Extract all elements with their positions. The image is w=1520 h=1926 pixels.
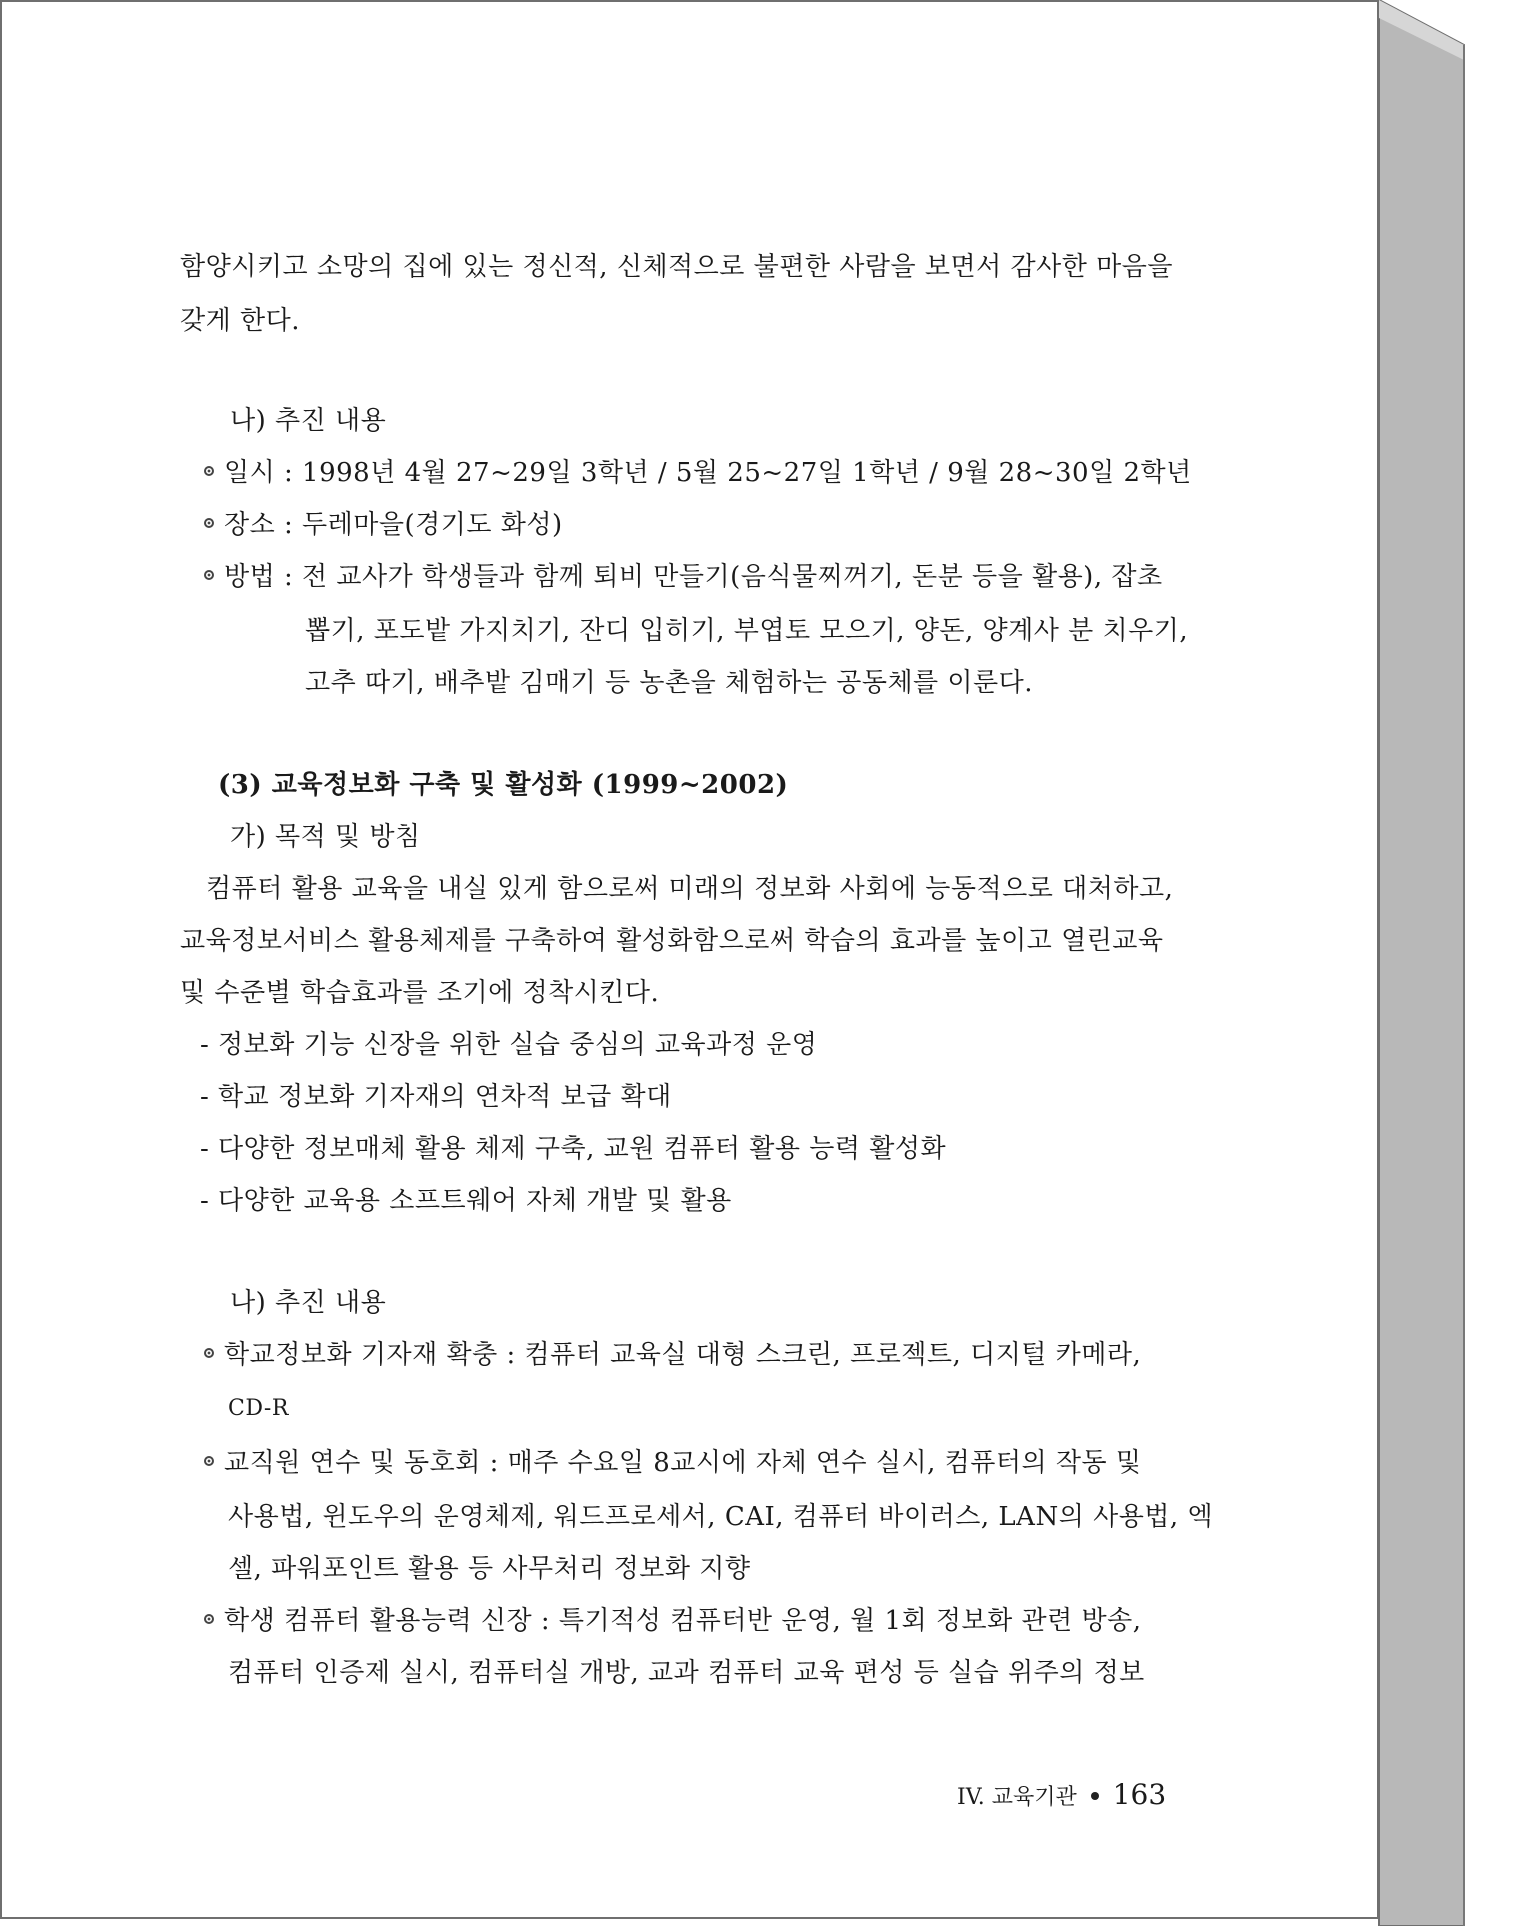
- dash-item: - 다양한 교육용 소프트웨어 자체 개발 및 활용: [200, 1186, 732, 1216]
- circle-bullet-icon: [204, 1348, 214, 1358]
- paragraph-line: 및 수준별 학습효과를 조기에 정착시킨다.: [180, 978, 660, 1008]
- circle-bullet-icon: [204, 570, 214, 580]
- paragraph-line: 교육정보서비스 활용체제를 구축하여 활성화함으로써 학습의 효과를 높이고 열린교육: [180, 926, 1164, 956]
- paragraph-line: 갖게 한다.: [180, 306, 300, 336]
- subheading-na: 나) 추진 내용: [230, 406, 387, 436]
- paragraph-line: 컴퓨터 활용 교육을 내실 있게 함으로써 미래의 정보화 사회에 능동적으로 대처하고,: [206, 874, 1174, 904]
- circle-bullet-icon: [204, 1456, 214, 1466]
- page-number: 163: [1112, 1778, 1167, 1811]
- paragraph-line: 함양시키고 소망의 집에 있는 정신적, 신체적으로 불편한 사람을 보면서 감사한 마음을: [180, 252, 1173, 282]
- bullet-continuation: 뽑기, 포도밭 가지치기, 잔디 입히기, 부엽토 모으기, 양돈, 양계사 분 치우기,: [305, 616, 1189, 646]
- bullet-continuation: 사용법, 윈도우의 운영체제, 워드프로세서, CAI, 컴퓨터 바이러스, LAN의 사용법, 엑: [228, 1502, 1214, 1532]
- circle-bullet-icon: [204, 1614, 214, 1624]
- bullet-continuation: CD-R: [228, 1396, 289, 1421]
- bullet-item: 학교정보화 기자재 확충 : 컴퓨터 교육실 대형 스크린, 프로젝트, 디지털 카메라,: [204, 1338, 1141, 1372]
- dash-item: - 학교 정보화 기자재의 연차적 보급 확대: [200, 1082, 672, 1112]
- circle-bullet-icon: [204, 466, 214, 476]
- bullet-item: 장소 : 두레마을(경기도 화성): [204, 508, 563, 542]
- dash-item: - 다양한 정보매체 활용 체제 구축, 교원 컴퓨터 활용 능력 활성화: [200, 1134, 947, 1164]
- bullet-item: 일시 : 1998년 4월 27~29일 3학년 / 5월 25~27일 1학년 / 9월 28~30일 2학년: [204, 456, 1192, 490]
- bullet-item: 학생 컴퓨터 활용능력 신장 : 특기적성 컴퓨터반 운영, 월 1회 정보화 관련 방송,: [204, 1604, 1142, 1638]
- subheading-na: 나) 추진 내용: [230, 1288, 387, 1318]
- section-heading: (3) 교육정보화 구축 및 활성화 (1999~2002): [218, 770, 789, 800]
- dash-item: - 정보화 기능 신장을 위한 실습 중심의 교육과정 운영: [200, 1030, 818, 1060]
- subheading-ga: 가) 목적 및 방침: [230, 822, 421, 852]
- bullet-continuation: 고추 따기, 배추밭 김매기 등 농촌을 체험하는 공동체를 이룬다.: [305, 668, 1034, 698]
- bullet-dot-icon: [1091, 1792, 1099, 1800]
- bullet-continuation: 셀, 파워포인트 활용 등 사무처리 정보화 지향: [228, 1554, 751, 1584]
- circle-bullet-icon: [204, 518, 214, 528]
- page-footer: [957, 1775, 1166, 1818]
- bullet-continuation: 컴퓨터 인증제 실시, 컴퓨터실 개방, 교과 컴퓨터 교육 편성 등 실습 위주의 정보: [228, 1658, 1145, 1688]
- bullet-item: 방법 : 전 교사가 학생들과 함께 퇴비 만들기(음식물찌꺼기, 돈분 등을 활용), 잡초: [204, 560, 1163, 594]
- chapter-label: IV. 교육기관: [957, 1785, 1077, 1810]
- bullet-item: 교직원 연수 및 동호회 : 매주 수요일 8교시에 자체 연수 실시, 컴퓨터의 작동 및: [204, 1446, 1142, 1480]
